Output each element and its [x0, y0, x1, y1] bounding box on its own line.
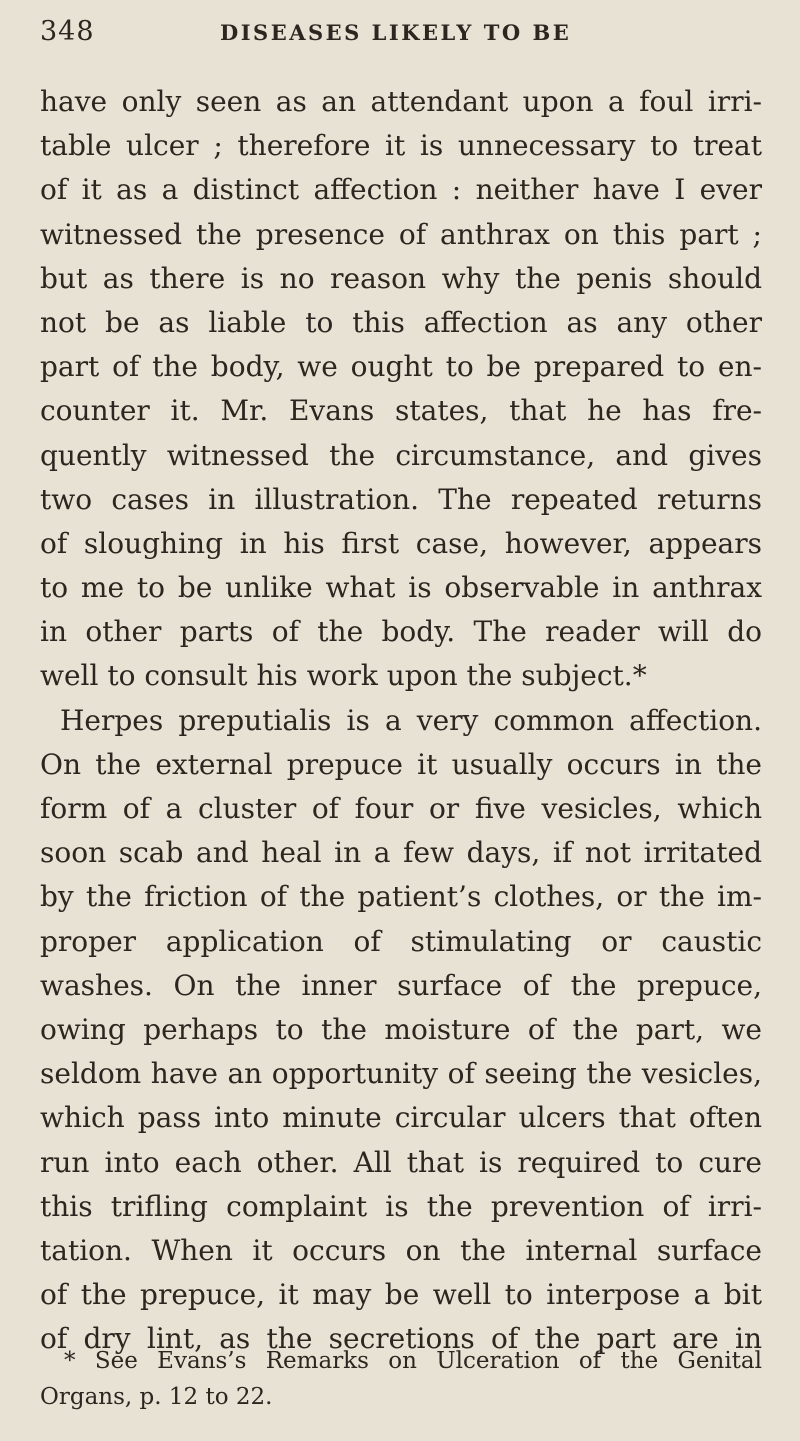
text-line: Herpes preputialis is a very common affection. [60, 703, 762, 737]
text-line: On the external prepuce it usually occurs in the [40, 747, 762, 781]
text-line: but as there is no reason why the penis should [40, 261, 762, 295]
footnote [40, 1343, 762, 1415]
text-line: tation. When it occurs on the internal surface [40, 1233, 762, 1267]
text-line: proper application of stimulating or caustic [40, 924, 762, 958]
text-line: of the prepuce, it may be well to interpose a bit [40, 1278, 762, 1312]
text-line: to me to be unlike what is observable in anthrax [40, 571, 762, 605]
text-line: run into each other. All that is required to cure [40, 1145, 762, 1179]
text-line: form of a cluster of four or five vesicles, which [40, 792, 762, 825]
text-line: two cases in illustration. The repeated returns [40, 482, 762, 516]
text-line: witnessed the presence of anthrax on this part ; [40, 217, 762, 251]
text-line: part of the body, we ought to be prepared to en- [40, 350, 762, 384]
text-line: this trifling complaint is the prevention of irri- [40, 1189, 762, 1223]
body-text [40, 80, 762, 1361]
text-line: counter it. Mr. Evans states, that he has fre- [40, 394, 762, 428]
running-head: DISEASES LIKELY TO BE [220, 20, 572, 45]
text-line: table ulcer ; therefore it is unnecessary to treat [40, 129, 762, 163]
text-line: by the friction of the patient’s clothes, or the im- [40, 880, 762, 914]
text-line: well to consult his work upon the subject.* [40, 659, 647, 693]
text-line: owing perhaps to the moisture of the part, we [40, 1012, 762, 1046]
text-line: have only seen as an attendant upon a foul irri- [40, 85, 762, 118]
page-number: 348 [40, 16, 95, 47]
page-header [40, 16, 760, 56]
text-line: seldom have an opportunity of seeing the vesicles, [40, 1057, 762, 1091]
text-line: which pass into minute circular ulcers that often [40, 1101, 762, 1135]
footnote-line: Organs, p. 12 to 22. [40, 1384, 273, 1410]
text-line: not be as liable to this affection as any other [40, 305, 762, 339]
footnote-line: * See Evans’s Remarks on Ulceration of the Genital [64, 1348, 762, 1374]
text-line: of dry lint, as the secretions of the part are in [40, 1322, 762, 1356]
text-line: washes. On the inner surface of the prepuce, [40, 968, 762, 1002]
text-line: of sloughing in his first case, however, appears [40, 526, 762, 560]
text-line: quently witnessed the circumstance, and gives [40, 438, 762, 472]
text-line: of it as a distinct affection : neither have I ever [40, 173, 762, 207]
text-line: in other parts of the body. The reader will do [40, 615, 762, 649]
text-line: soon scab and heal in a few days, if not irritated [40, 836, 762, 870]
